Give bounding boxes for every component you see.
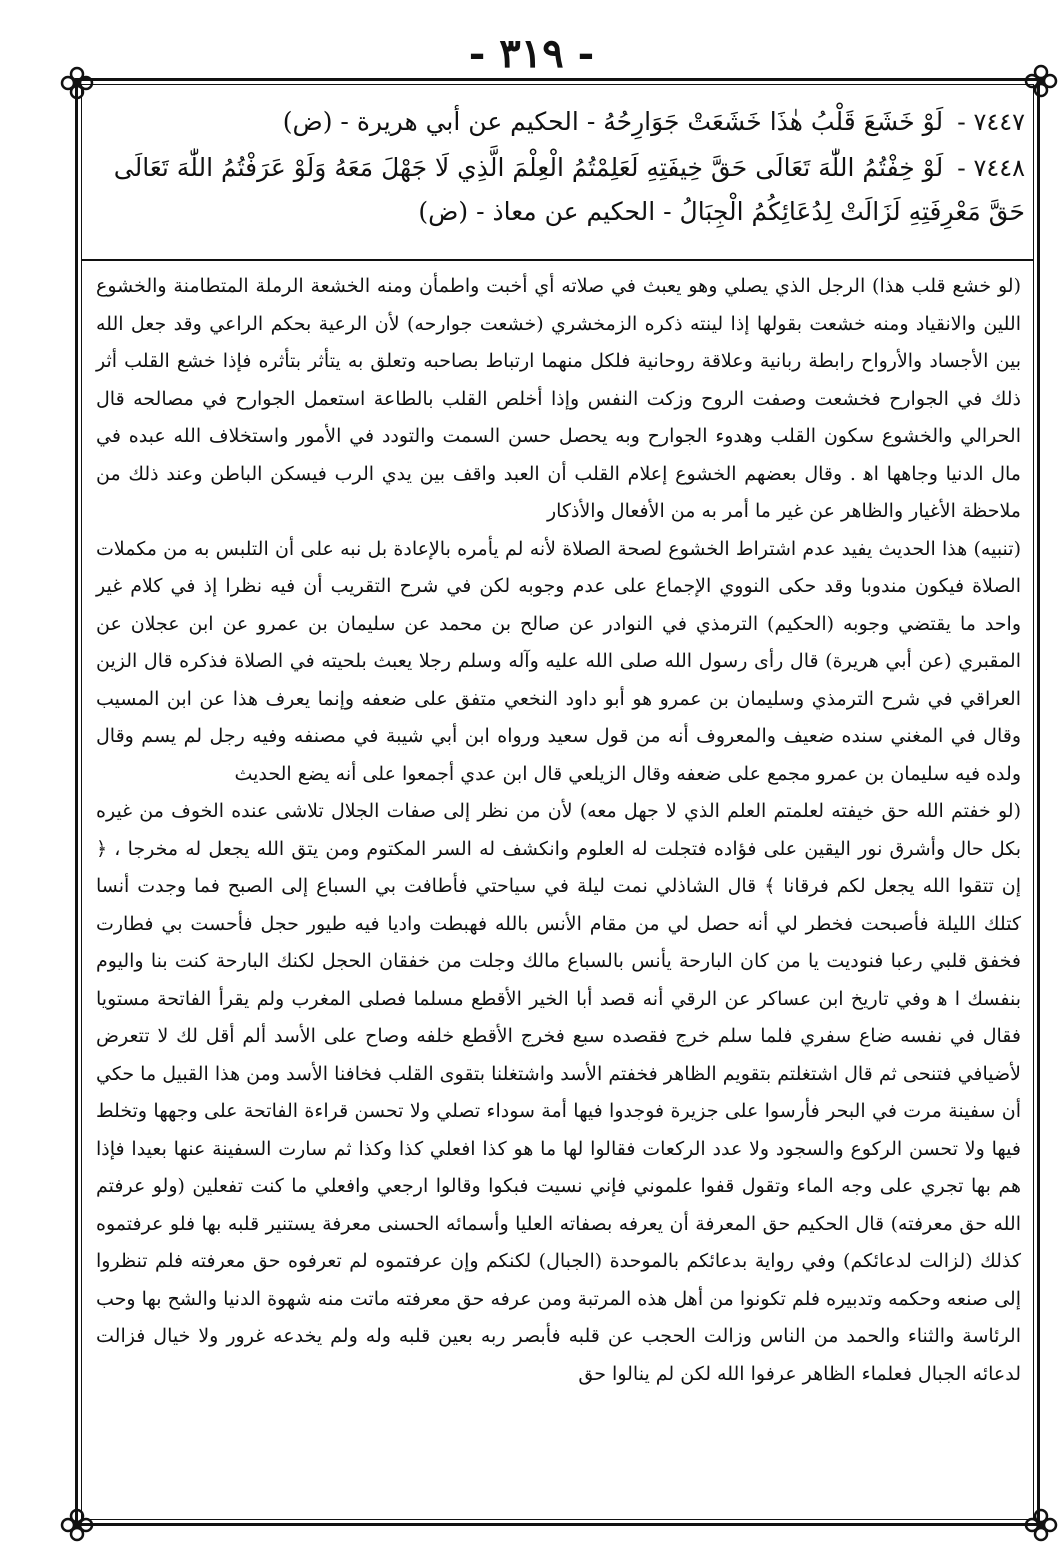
corner-ornament-icon [60, 66, 94, 100]
hadith-7447 [90, 100, 1025, 144]
commentary-paragraph: (لو خفتم الله حق خيفته لعلمتم العلم الذي لا جهل معه) لأن من نظر إلى صفات الجلال تلاشى عنده الخوف من غيره بكل حال وأشرق نور اليقين على فؤاده فتجلت له العلوم وانكشف له السر المكتوم ومن يتق الله يجعل له مخرجا ، ﴿ إن تتقوا الله يجعل لكم فرقانا ﴾ قال الشاذلي نمت ليلة في سياحتي فأطافت بي السباع إلى الصبح فما وجدت أنسا كتلك الليلة فأصبحت فخطر لي أنه حصل لي من مقام الأنس بالله فهبطت واديا فيه طيور حجل فأحست بي فطارت فخفق قلبي رعبا فنوديت يا من كان البارحة يأنس بالسباع مالك وجلت من خفقان الحجل لكنك البارحة كنت بنا واليوم بنفسك ا ه‍ وفي تاريخ ابن عساكر عن الرقي أنه قصد أبا الخير الأقطع مسلما فصلى المغرب ولم يقرأ الفاتحة مستويا فقال في نفسه ضاع سفري فلما سلم خرج فقصده سبع فخرج الأقطع خلفه وصاح على الأسد ألم أقل لك لا تتعرض لأضيافي فتنحى ثم قال اشتغلتم بتقويم الظاهر فخفتم الأسد واشتغلنا بتقوى القلب فخافنا الأسد ومن هذا القبيل ما حكي أن سفينة مرت في البحر فأرسوا على جزيرة فوجدوا فيها أمة سوداء تصلي ولا تحسن قراءة الفاتحة على وجهها وتخلط فيها ولا تحسن الركوع والسجود ولا عدد الركعات فقالوا لها ما هو كذا افعلي كذا وكذا ثم سارت السفينة عنها بعيدا فإذا هم بها تجري على وجه الماء وتقول قفوا علموني فإني نسيت فبكوا وقالوا ارجعي وافعلي ما كنت تفعلين (ولو عرفتم الله حق معرفته) قال الحكيم حق المعرفة أن يعرفه بصفاته العليا وأسمائه الحسنى معرفة يستنير قلبه بها فلو عرفتموه كذلك (لزالت لدعائكم) وفي رواية بدعائكم بالموحدة (الجبال) لكنكم وإن عرفتموه لم تعرفوه حق معرفته فلم تنظروا إلى صنعه وحكمه وتدبيره فلم تكونوا من أهل هذه المرتبة ومن عرفه حق معرفته ماتت منه شهوة الدنيا والشح بها وحب الرئاسة والثناء والحمد من الناس وزالت الحجب عن قلبه فأبصر ربه بعين قلبه وله ولم يخدعه غرور ولا خيال فزالت لدعائه الجبال فعلماء الظاهر عرفوا الله لكن لم ينالوا حق [96, 800, 1021, 1385]
hadith-number: ٧٤٤٨ - [957, 154, 1025, 182]
hadith-text: لَوْ خَشَعَ قَلْبُ هٰذَا خَشَعَتْ جَوَارِحُهُ - الحكيم عن أبي هريرة - (ض) [282, 107, 944, 136]
page-number: - ٣١٩ - [468, 30, 595, 77]
hadith-text: لَوْ خِفْتُمُ اللّٰهَ تَعَالَى حَقَّ خِيفَتِهِ لَعَلِمْتُمُ الْعِلْمَ الَّذِي لَا جَهْلَ مَعَهُ وَلَوْ عَرَفْتُمُ اللّٰهَ تَعَالَى حَقَّ مَعْرِفَتِهِ لَزَالَتْ لِدُعَائِكُمُ الْجِبَالُ - الحكيم عن معاذ - (ض) [113, 153, 1025, 226]
section-divider [81, 259, 1034, 261]
commentary-body [96, 268, 1021, 1393]
commentary-paragraph: (تنبيه) هذا الحديث يفيد عدم اشتراط الخشوع لصحة الصلاة لأنه لم يأمره بالإعادة بل نبه على أن التلبس به من مكملات الصلاة فيكون مندوبا وقد حكى النووي الإجماع على عدم وجوبه لكن في شرح التقريب أن فيه نظرا إذ في كلام غير واحد ما يقتضي وجوبه (الحكيم) الترمذي في النوادر عن صالح بن محمد عن سليمان بن عمرو عن ابن عجلان عن المقبري (عن أبي هريرة) قال رأى رسول الله صلى الله عليه وآله وسلم رجلا يعبث بلحيته في الصلاة فذكره قال الزين العراقي في شرح الترمذي وسليمان بن عمرو هو أبو داود النخعي متفق على ضعفه وإنما يعرف هذا عن ابن المسيب وقال في المغني سنده ضعيف والمعروف أنه من قول سعيد ورواه ابن أبي شيبة في مصنفه وفيه رجل لم يسم وقال ولده فيه سليمان بن عمرو مجمع على ضعفه وقال الزيلعي قال ابن عدي أجمعوا على أنه يضع الحديث [96, 537, 1021, 785]
commentary-paragraph: (لو خشع قلب هذا) الرجل الذي يصلي وهو يعبث في صلاته أي أخبت واطمأن ومنه الخشعة الرملة المتطامنة والخشوع اللين والانقياد ومنه خشعت بقولها إذا لينته ذكره الزمخشري (خشعت جوارحه) لأن الرعية بحكم الراعي وقد جعل الله بين الأجساد والأرواح رابطة ربانية وعلاقة روحانية فلكل منهما ارتباط بصاحبه وتعلق به يتأثر بتأثره فإذا خشع القلب أثر ذلك في الجوارح فخشعت وصفت الروح وزكت النفس وإذا أخلص القلب بالطاعة استعمل الجوارح في مصالحه قال الحرالي والخشوع سكون القلب وهدوء الجوارح وبه يحصل حسن السمت والتودد في الأمور واستخلاف الله عبده في مال الدنيا وجاهها اه‍ . وقال بعضهم الخشوع إعلام القلب أن العبد واقف بين يدي الرب فيسكن الباطن وعند ذلك من ملاحظة الأغيار والظاهر عن غير ما أمر به من الأفعال والأذكار [96, 275, 1021, 522]
hadith-number: ٧٤٤٧ - [957, 108, 1025, 136]
corner-ornament-icon [1024, 64, 1058, 98]
corner-ornament-icon [60, 1508, 94, 1542]
corner-ornament-icon [1024, 1508, 1058, 1542]
hadith-7448 [90, 146, 1025, 234]
